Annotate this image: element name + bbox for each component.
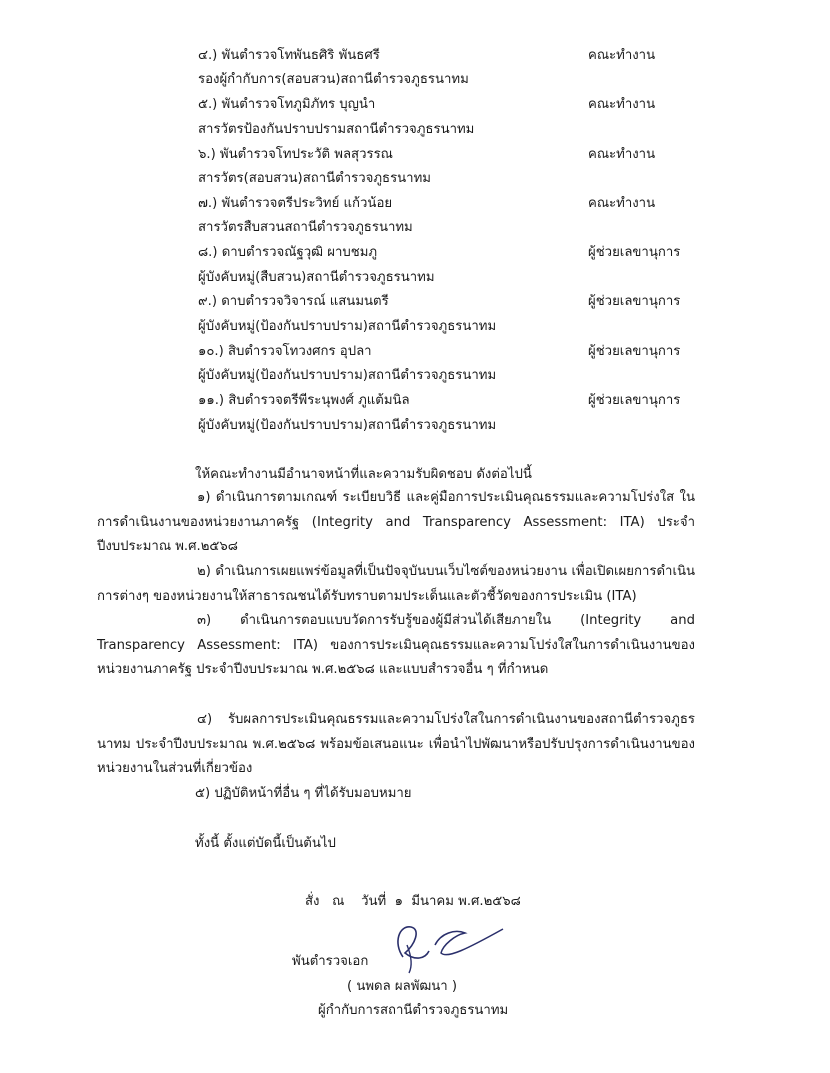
member-role: ผู้ช่วยเลขานุการ xyxy=(588,245,681,260)
duty-item xyxy=(97,486,695,560)
duty-text: ๑) ดำเนินการตามเกณฑ์ ระเบียบวิธี และคู่มือการประเมินคุณธรรมและความโปร่งใส ในการดำเนินงานของหน่วยงานภาครัฐ (Integrity and Transparency Assessment: ITA) ประจำปีงบประมาณ พ.ศ.๒๕๖๘ xyxy=(97,490,695,555)
member-name: ๗.) พันตำรวจตรีประวิทย์ แก้วน้อย xyxy=(198,196,393,211)
member-role: คณะทำงาน xyxy=(588,97,656,112)
member-name: ๖.) พันตำรวจโทประวัติ พลสุวรรณ xyxy=(198,147,393,162)
duty-item xyxy=(97,560,695,609)
member-position: สารวัตรสืบสวนสถานีตำรวจภูธรนาทม xyxy=(198,220,413,235)
duty-text: ๔) รับผลการประเมินคุณธรรมและความโปร่งใสในการดำเนินงานของสถานีตำรวจภูธรนาทม ประจำปีงบประมาณ พ.ศ.๒๕๖๘ พร้อมข้อเสนอแนะ เพื่อนำไปพัฒนาหรือปรับปรุงการดำเนินงานของหน่วยงานในส่วนที่เกี่ยวข้อง xyxy=(97,712,695,777)
duty-item xyxy=(97,708,695,782)
signer-rank: พันตำรวจเอก xyxy=(292,954,369,969)
member-name: ๔.) พันตำรวจโทพันธศิริ พันธศรี xyxy=(198,48,380,63)
member-position: รองผู้กำกับการ(สอบสวน)สถานีตำรวจภูธรนาทม xyxy=(198,72,469,87)
duties-intro: ให้คณะทำงานมีอำนาจหน้าที่และความรับผิดชอบ ดังต่อไปนี้ xyxy=(195,467,532,482)
handwritten-signature xyxy=(385,915,515,975)
member-role: ผู้ช่วยเลขานุการ xyxy=(588,294,681,309)
member-role: คณะทำงาน xyxy=(588,196,656,211)
signer-name: ( นพดล ผลพัฒนา ) xyxy=(347,979,458,994)
member-position: ผู้บังคับหมู่(สืบสวน)สถานีตำรวจภูธรนาทม xyxy=(198,270,435,285)
member-role: ผู้ช่วยเลขานุการ xyxy=(588,393,681,408)
member-name: ๑๑.) สิบตำรวจตรีพีระนุพงศ์ ภูแต้มนิล xyxy=(198,393,410,408)
member-role: คณะทำงาน xyxy=(588,147,656,162)
duty-item xyxy=(97,609,695,683)
member-name: ๑๐.) สิบตำรวจโทวงศกร อุปลา xyxy=(198,344,372,359)
duty-text: ๒) ดำเนินการเผยแพร่ข้อมูลที่เป็นปัจจุบันบนเว็บไซต์ของหน่วยงาน เพื่อเปิดเผยการดำเนินการต่างๆ ของหน่วยงานให้สาธารณชนได้รับทราบตามประเด็นและตัวชี้วัดของการประเมิน (ITA) xyxy=(97,564,695,604)
duty-text: ๓) ดำเนินการตอบแบบวัดการรับรู้ของผู้มีส่วนได้เสียภายใน (Integrity and Transparency Assessment: ITA) ของการประเมินคุณธรรมและความโปร่งใสในการดำเนินงานของหน่วยงานภาครัฐ ประจำปีงบประมาณ พ.ศ.๒๕๖๘ และแบบสำรวจอื่น ๆ ที่กำหนด xyxy=(97,613,695,678)
effective-clause: ทั้งนี้ ตั้งแต่บัดนี้เป็นต้นไป xyxy=(195,836,336,851)
member-position: ผู้บังคับหมู่(ป้องกันปราบปราม)สถานีตำรวจภูธรนาทม xyxy=(198,418,497,433)
order-date: สั่ง ณ วันที่ ๑ มีนาคม พ.ศ.๒๕๖๘ xyxy=(305,894,521,909)
member-position: ผู้บังคับหมู่(ป้องกันปราบปราม)สถานีตำรวจภูธรนาทม xyxy=(198,319,497,334)
signer-title: ผู้กำกับการสถานีตำรวจภูธรนาทม xyxy=(318,1003,509,1018)
member-name: ๕.) พันตำรวจโทภูมิภัทร บุญนำ xyxy=(198,97,376,112)
duty-item: ๕) ปฏิบัติหน้าที่อื่น ๆ ที่ได้รับมอบหมาย xyxy=(195,786,412,801)
member-position: สารวัตร(สอบสวน)สถานีตำรวจภูธรนาทม xyxy=(198,171,431,186)
member-name: ๙.) ดาบตำรวจวิจารณ์ แสนมนตรี xyxy=(198,294,389,309)
member-role: ผู้ช่วยเลขานุการ xyxy=(588,344,681,359)
member-name: ๘.) ดาบตำรวจณัฐวุฒิ ผาบชมภู xyxy=(198,245,378,260)
member-role: คณะทำงาน xyxy=(588,48,656,63)
member-position: ผู้บังคับหมู่(ป้องกันปราบปราม)สถานีตำรวจภูธรนาทม xyxy=(198,368,497,383)
member-position: สารวัตรป้องกันปราบปรามสถานีตำรวจภูธรนาทม xyxy=(198,122,475,137)
